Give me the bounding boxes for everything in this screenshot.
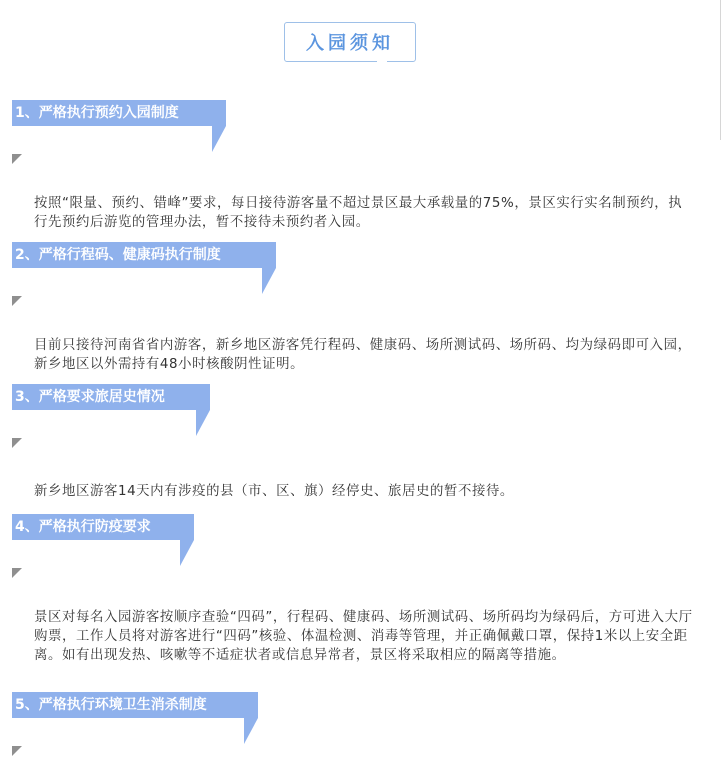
section-body-2: 目前只接待河南省省内游客，新乡地区游客凭行程码、健康码、场所测试码、场所码、均为绿码即可入园，新乡地区以外需持有48小时核酸阴性证明。 <box>34 338 692 372</box>
section-body-1: 按照“限量、预约、错峰”要求，每日接待游客量不超过景区最大承载量的75%，景区实行实名制预约，执行先预约后游览的管理办法，暂不接待未预约者入园。 <box>34 196 683 230</box>
section-body-4: 景区对每名入园游客按顺序查验“四码”，行程码、健康码、场所测试码、场所码均为绿码后，方可进入大厅购票，工作人员将对游客进行“四码”核验、体温检测、消毒等管理，并正确佩戴口罩，保持1米以上安全距离。如有出现发热、咳嗽等不适症状者或信息异常者，景区将采取相应的隔离等措施。 <box>34 610 693 663</box>
ribbon-fold-1 <box>12 154 22 164</box>
edge-divider <box>720 0 721 140</box>
ribbon-fold-4 <box>12 568 22 578</box>
title-box-notch <box>377 59 387 65</box>
ribbon-tail-2 <box>262 242 276 294</box>
section-heading-2: 2、严格行程码、健康码执行制度 <box>12 242 262 268</box>
ribbon-fold-3 <box>12 438 22 448</box>
ribbon-tail-1 <box>212 100 226 152</box>
section-heading-5: 5、严格执行环境卫生消杀制度 <box>12 692 244 718</box>
page-title: 入园须知 <box>284 22 416 62</box>
section-heading-3: 3、严格要求旅居史情况 <box>12 384 196 410</box>
section-heading-1: 1、严格执行预约入园制度 <box>12 100 212 126</box>
ribbon-tail-5 <box>244 692 258 744</box>
ribbon-fold-2 <box>12 296 22 306</box>
ribbon-tail-4 <box>180 514 194 566</box>
section-body-3: 新乡地区游客14天内有涉疫的县（市、区、旗）经停史、旅居史的暂不接待。 <box>34 484 514 499</box>
ribbon-tail-3 <box>196 384 210 436</box>
ribbon-fold-5 <box>12 746 22 756</box>
section-heading-4: 4、严格执行防疫要求 <box>12 514 180 540</box>
